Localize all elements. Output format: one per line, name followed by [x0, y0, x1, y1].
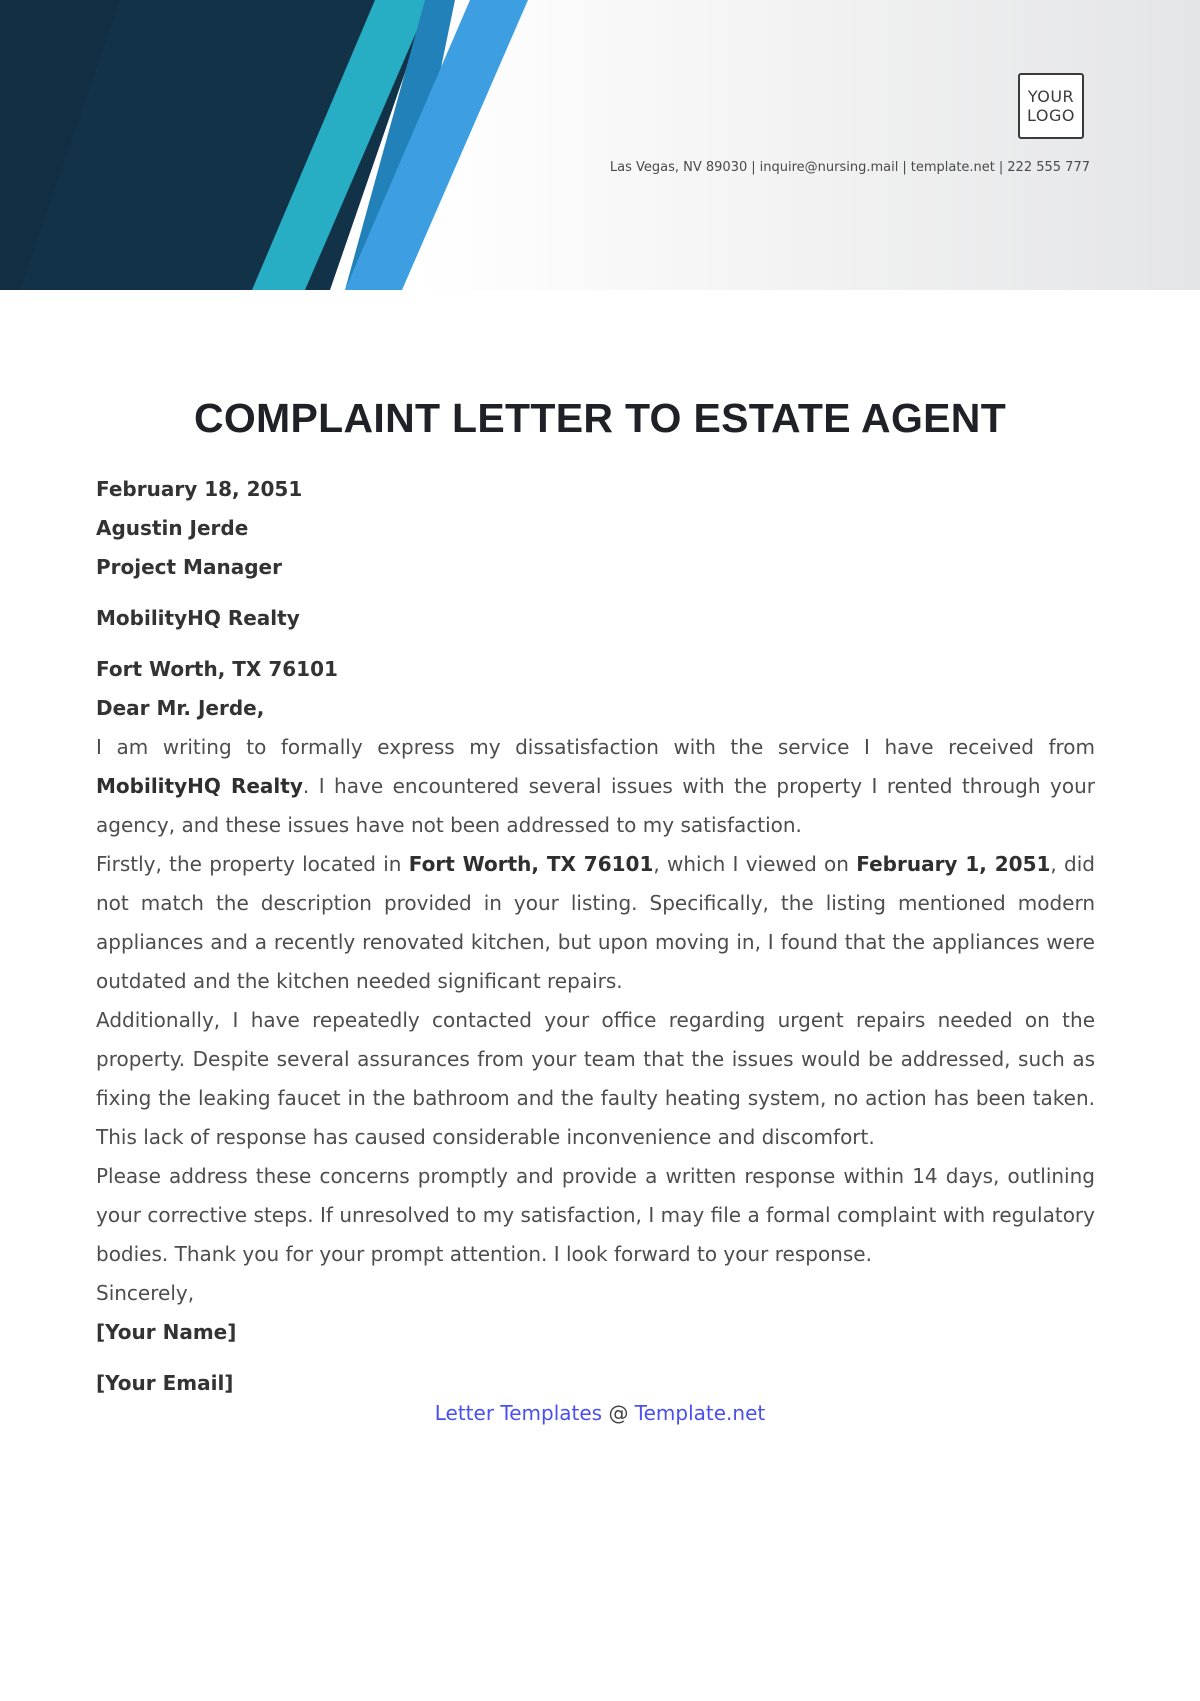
contact-separator: |: [751, 160, 756, 175]
paragraph-2-text-b: , which I viewed on: [653, 852, 857, 876]
contact-separator: |: [902, 160, 907, 175]
footer-credit: [0, 1401, 1200, 1425]
letter-date: February 18, 2051: [96, 477, 303, 501]
recipient-name: Agustin Jerde: [96, 516, 249, 540]
contact-website: template.net: [910, 160, 995, 175]
letter-body: [96, 470, 1095, 1403]
paragraph-1-text-b: . I have encountered several issues with the property I rented through your agency, and these issues have not been addressed to my satisfaction.: [96, 774, 1095, 837]
signature-name: [Your Name]: [96, 1320, 237, 1344]
recipient-address: Fort Worth, TX 76101: [96, 657, 338, 681]
paragraph-1-company: MobilityHQ Realty: [96, 774, 303, 798]
letter-templates-link[interactable]: Letter Templates: [434, 1401, 603, 1425]
contact-separator: |: [998, 160, 1004, 175]
paragraph-2-text-a: Firstly, the property located in: [96, 852, 409, 876]
paragraph-2-location: Fort Worth, TX 76101: [408, 852, 654, 876]
logo-text-line2: LOGO: [1027, 106, 1075, 125]
recipient-company: MobilityHQ Realty: [96, 606, 300, 630]
company-logo: [1018, 73, 1084, 139]
footer-at: @: [608, 1401, 629, 1425]
salutation: Dear Mr. Jerde,: [96, 696, 265, 720]
template-net-link[interactable]: Template.net: [634, 1401, 766, 1425]
signature-email: [Your Email]: [96, 1371, 234, 1395]
letter-paragraphs: [96, 728, 1095, 1313]
closing: Sincerely,: [96, 1281, 195, 1305]
paragraph-2-date: February 1, 2051: [856, 852, 1051, 876]
paragraph-4: Please address these concerns promptly and provide a written response within 14 days, outlining your corrective steps. If unresolved to my satisfaction, I may file a formal complaint with regulatory bodies. Thank you for your prompt attention. I look forward to your response.: [96, 1164, 1095, 1266]
contact-email: inquire@nursing.mail: [759, 160, 899, 175]
paragraph-2-text-c: , did not match the description provided in your listing. Specifically, the listing mentioned modern appliances and a recently renovated kitchen, but upon moving in, I found that the appliances were outdated and the kitchen needed significant repairs.: [96, 852, 1095, 993]
paragraph-2: [96, 845, 1095, 1001]
letter-title: COMPLAINT LETTER TO ESTATE AGENT: [193, 395, 1007, 441]
decorative-stripes: [0, 0, 1200, 290]
paragraph-1: [96, 728, 1095, 845]
paragraph-3: Additionally, I have repeatedly contacted your office regarding urgent repairs needed on the property. Despite several assurances from your team that the issues would be addressed, such as fixing the leaking faucet in the bathroom and the faulty heating system, no action has been taken. This lack of response has caused considerable inconvenience and discomfort.: [96, 1008, 1095, 1149]
recipient-role: Project Manager: [96, 555, 282, 579]
paragraph-1-text-a: I am writing to formally express my dissatisfaction with the service I have received from: [96, 735, 1095, 759]
contact-info: [610, 160, 1090, 175]
contact-address: Las Vegas, NV 89030: [609, 160, 748, 175]
logo-text-line1: YOUR: [1027, 87, 1075, 106]
letterhead-banner: [0, 0, 1200, 290]
contact-phone: 222 555 777: [1007, 160, 1090, 175]
